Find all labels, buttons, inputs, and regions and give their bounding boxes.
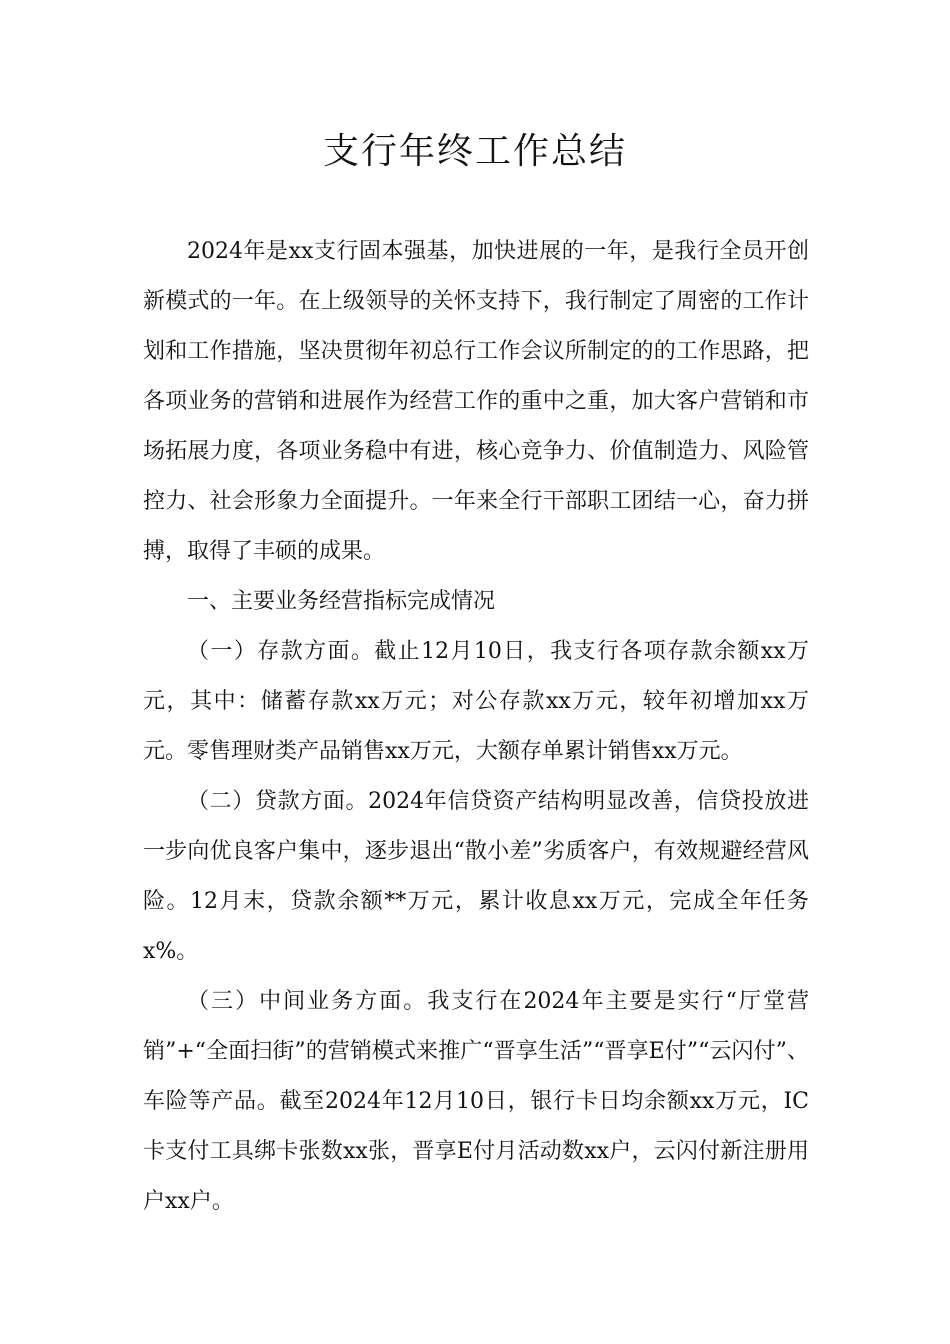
- loans-paragraph: （二）贷款方面。2024年信贷资产结构明显改善，信贷投放进一步向优良客户集中，逐步退出“散小差”劣质客户，有效规避经营风险。12月末，贷款余额**万元，累计收息xx万元，完成全年任务x%。: [143, 789, 809, 964]
- section-heading: 一、主要业务经营指标完成情况: [187, 589, 496, 614]
- intermediary-business-paragraph: （三）中间业务方面。我支行在2024年主要是实行“厅堂营销”+“全面扫街”的营销模式来推广“晋享生活”“晋享E付”“云闪付”、车险等产品。截至2024年12月10日，银行卡日均余额xx万元，IC卡支付工具绑卡张数xx张，晋享E付月活动数xx户，云闪付新注册用户xx户。: [143, 989, 809, 1214]
- deposits-paragraph: （一）存款方面。截止12月10日，我支行各项存款余额xx万元，其中：储蓄存款xx万元；对公存款xx万元，较年初增加xx万元。零售理财类产品销售xx万元，大额存单累计销售xx万元。: [143, 639, 809, 764]
- document-title: 支行年终工作总结: [322, 131, 627, 172]
- intro-paragraph: 2024年是xx支行固本强基，加快进展的一年，是我行全员开创新模式的一年。在上级领导的关怀支持下，我行制定了周密的工作计划和工作措施，坚决贯彻年初总行工作会议所制定的的工作思路，把各项业务的营销和进展作为经营工作的重中之重，加大客户营销和市场拓展力度，各项业务稳中有进，核心竞争力、价值制造力、风险管控力、社会形象力全面提升。一年来全行干部职工团结一心，奋力拼搏，取得了丰硕的成果。: [143, 239, 809, 564]
- document-body: [143, 227, 809, 1227]
